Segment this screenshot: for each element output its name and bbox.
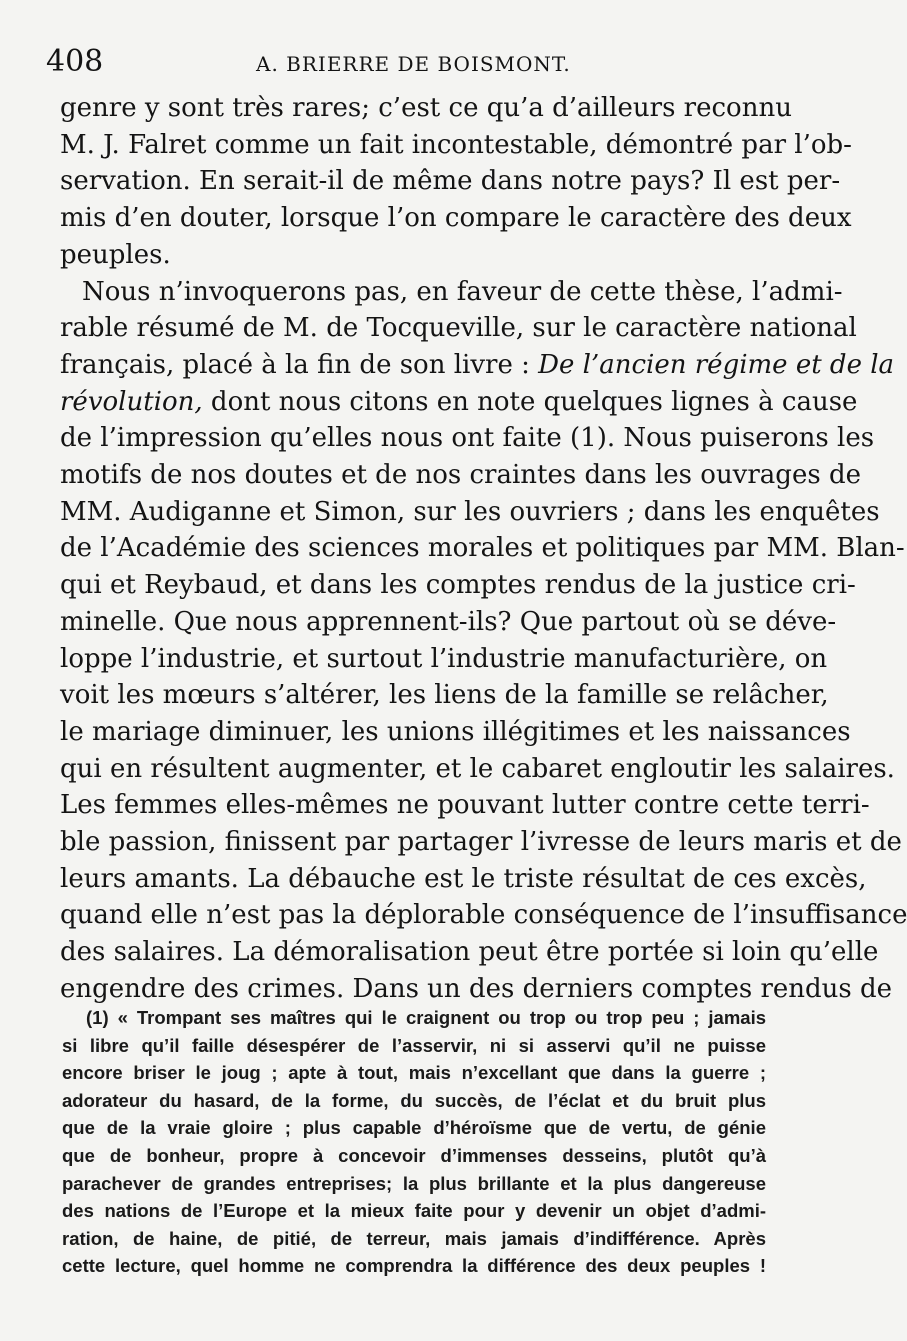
body-line: des salaires. La démoralisation peut être portée si loin qu’elle	[60, 937, 879, 968]
book-title-italic: révolution,	[60, 386, 203, 417]
footnote-line: (1) « Trompant ses maîtres qui le craignent ou trop ou trop peu ; jamais	[86, 1007, 766, 1028]
body-line: leurs amants. La débauche est le triste résultat de ces excès,	[60, 863, 867, 894]
footnote-line: adorateur du hasard, de la forme, du succès, de l’éclat et du bruit plus	[62, 1089, 766, 1111]
body-line: motifs de nos doutes et de nos craintes dans les ouvrages de	[60, 460, 861, 491]
body-line: qui en résultent augmenter, et le cabaret engloutir les salaires.	[60, 753, 895, 784]
body-line: le mariage diminuer, les unions illégitimes et les naissances	[60, 716, 851, 747]
body-line: M. J. Falret comme un fait incontestable, démontré par l’ob-	[60, 129, 852, 160]
body-line-with-title	[60, 384, 858, 421]
body-line: de l’impression qu’elles nous ont faite (1). Nous puiserons les	[60, 423, 875, 454]
body-line: peuples.	[60, 239, 171, 270]
footnote-line: que de la vraie gloire ; plus capable d’héroïsme que de vertu, de génie	[62, 1117, 766, 1139]
body-line: Les femmes elles-mêmes ne pouvant lutter contre cette terri-	[60, 790, 870, 821]
body-line: MM. Audiganne et Simon, sur les ouvriers ; dans les enquêtes	[60, 496, 880, 527]
footnote	[62, 1004, 766, 1280]
body-line: minelle. Que nous apprennent-ils? Que partout où se déve-	[60, 606, 837, 637]
running-head	[46, 44, 766, 84]
footnote-line: ration, de haine, de pitié, de terreur, mais jamais d’indifférence. Après	[62, 1227, 766, 1249]
footnote-line: si libre qu’il faille désespérer de l’asservir, ni si asservi qu’il ne puisse	[62, 1034, 766, 1056]
footnote-line: encore briser le joug ; apte à tout, mais n’excellant que dans la guerre ;	[62, 1062, 766, 1084]
body-line: genre y sont très rares; c’est ce qu’a d’ailleurs reconnu	[60, 93, 792, 123]
body-line: servation. En serait-il de même dans notre pays? Il est per-	[60, 166, 841, 197]
body-line: rable résumé de M. de Tocqueville, sur le caractère national	[60, 313, 857, 344]
running-title: A. BRIERRE DE BOISMONT.	[256, 52, 571, 76]
body-line: de l’Académie des sciences morales et politiques par MM. Blan-	[60, 533, 905, 564]
footnote-line: parachever de grandes entreprises; la plus brillante et la plus dangereuse	[62, 1172, 766, 1194]
body-text	[60, 90, 907, 1008]
body-line: qui et Reybaud, et dans les comptes rendus de la justice cri-	[60, 570, 856, 601]
footnote-line: cette lecture, quel homme ne comprendra la différence des deux peuples !	[62, 1255, 766, 1277]
page-number: 408	[46, 44, 104, 79]
footnote-line: des nations de l’Europe et la mieux faite pour y devenir un objet d’admi-	[62, 1200, 766, 1222]
body-line-text: français, placé à la fin de son livre :	[60, 349, 530, 380]
body-line-with-title	[60, 347, 895, 384]
body-line-text: dont nous citons en note quelques lignes à cause	[210, 386, 858, 417]
footnote-line: que de bonheur, propre à concevoir d’immenses desseins, plutôt qu’à	[62, 1144, 766, 1166]
body-line: quand elle n’est pas la déplorable conséquence de l’insuffisance	[60, 900, 907, 931]
body-line: engendre des crimes. Dans un des derniers comptes rendus de	[60, 973, 893, 1004]
body-line: Nous n’invoquerons pas, en faveur de cette thèse, l’admi-	[82, 276, 843, 307]
body-line: loppe l’industrie, et surtout l’industrie manufacturière, on	[60, 643, 828, 674]
book-title-italic: De l’ancien régime et de la	[538, 349, 895, 380]
body-line: mis d’en douter, lorsque l’on compare le caractère des deux	[60, 203, 852, 234]
body-line: voit les mœurs s’altérer, les liens de la famille se relâcher,	[60, 680, 829, 711]
body-line: ble passion, finissent par partager l’ivresse de leurs maris et de	[60, 827, 902, 858]
